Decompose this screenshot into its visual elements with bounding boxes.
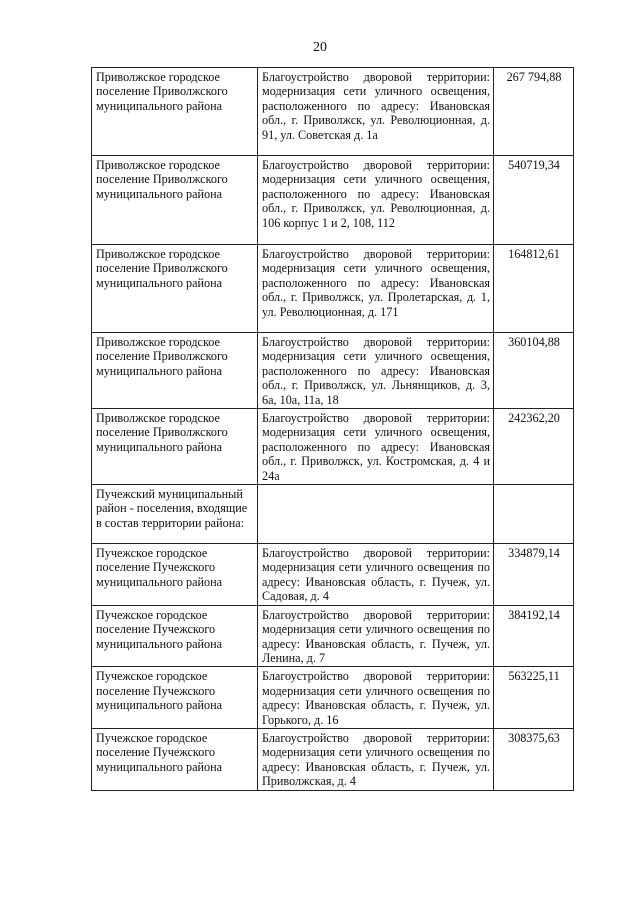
- org-cell: Приволжское городское поселение Приволжского муниципального района: [92, 409, 258, 485]
- description-cell: Благоустройство дворовой территории: модернизация сети уличного освещения, расположенного по адресу: Ивановская обл., г. Приволжск, ул. Костромская, д. 4 и 24а: [258, 409, 494, 485]
- funding-table: [91, 67, 574, 791]
- org-cell: Пучежское городское поселение Пучежского муниципального района: [92, 728, 258, 790]
- description-cell: Благоустройство дворовой территории: модернизация сети уличного освещения по адресу: Ивановская область, г. Пучеж, ул. Ленина, д. 7: [258, 605, 494, 667]
- description-cell: Благоустройство дворовой территории: модернизация сети уличного освещения, расположенного по адресу: Ивановская обл., г. Приволжск, ул. Пролетарская, д. 1, ул. Революционная, д. 171: [258, 245, 494, 333]
- amount-cell: 267 794,88: [494, 68, 574, 156]
- org-cell: Приволжское городское поселение Приволжского муниципального района: [92, 245, 258, 333]
- amount-cell: 384192,14: [494, 605, 574, 667]
- table-row: [92, 245, 574, 333]
- table-row: [92, 409, 574, 485]
- org-cell: Приволжское городское поселение Приволжского муниципального района: [92, 68, 258, 156]
- amount-cell: 242362,20: [494, 409, 574, 485]
- org-cell: Пучежское городское поселение Пучежского муниципального района: [92, 605, 258, 667]
- description-cell: Благоустройство дворовой территории: модернизация сети уличного освещения, расположенного по адресу: Ивановская обл., г. Приволжск, ул. Льнянщиков, д. 3, 6а, 10а, 11а, 18: [258, 333, 494, 409]
- amount-cell: 360104,88: [494, 333, 574, 409]
- description-cell: Благоустройство дворовой территории: модернизация сети уличного освещения по адресу: Ивановская область, г. Пучеж, ул. Приволжская, д. 4: [258, 728, 494, 790]
- amount-cell: 540719,34: [494, 156, 574, 245]
- amount-cell: 308375,63: [494, 728, 574, 790]
- amount-cell: 334879,14: [494, 544, 574, 606]
- org-cell: Приволжское городское поселение Приволжского муниципального района: [92, 333, 258, 409]
- table-row: [92, 728, 574, 790]
- org-cell: Пучежское городское поселение Пучежского муниципального района: [92, 544, 258, 606]
- table-row: [92, 156, 574, 245]
- table-row: [92, 333, 574, 409]
- description-cell: Благоустройство дворовой территории: модернизация сети уличного освещения по адресу: Ивановская область, г. Пучеж, ул. Горького, д. 16: [258, 667, 494, 729]
- description-cell: Благоустройство дворовой территории: модернизация сети уличного освещения, расположенного по адресу: Ивановская обл., г. Приволжск, ул. Революционная, д. 106 корпус 1 и 2, 108, 112: [258, 156, 494, 245]
- table-row: [92, 68, 574, 156]
- description-cell: [258, 485, 494, 544]
- description-cell: Благоустройство дворовой территории: модернизация сети уличного освещения по адресу: Ивановская область, г. Пучеж, ул. Садовая, д. 4: [258, 544, 494, 606]
- org-cell: Пучежское городское поселение Пучежского муниципального района: [92, 667, 258, 729]
- amount-cell: [494, 485, 574, 544]
- table-row: [92, 605, 574, 667]
- table-row: [92, 544, 574, 606]
- amount-cell: 164812,61: [494, 245, 574, 333]
- amount-cell: 563225,11: [494, 667, 574, 729]
- table-row: [92, 485, 574, 544]
- page-number: 20: [313, 40, 327, 55]
- description-cell: Благоустройство дворовой территории: модернизация сети уличного освещения, расположенного по адресу: Ивановская обл., г. Приволжск, ул. Революционная, д. 91, ул. Советская д. 1а: [258, 68, 494, 156]
- table-row: [92, 667, 574, 729]
- section-heading-cell: Пучежский муниципальный район - поселения, входящие в состав территории района:: [92, 485, 258, 544]
- org-cell: Приволжское городское поселение Приволжского муниципального района: [92, 156, 258, 245]
